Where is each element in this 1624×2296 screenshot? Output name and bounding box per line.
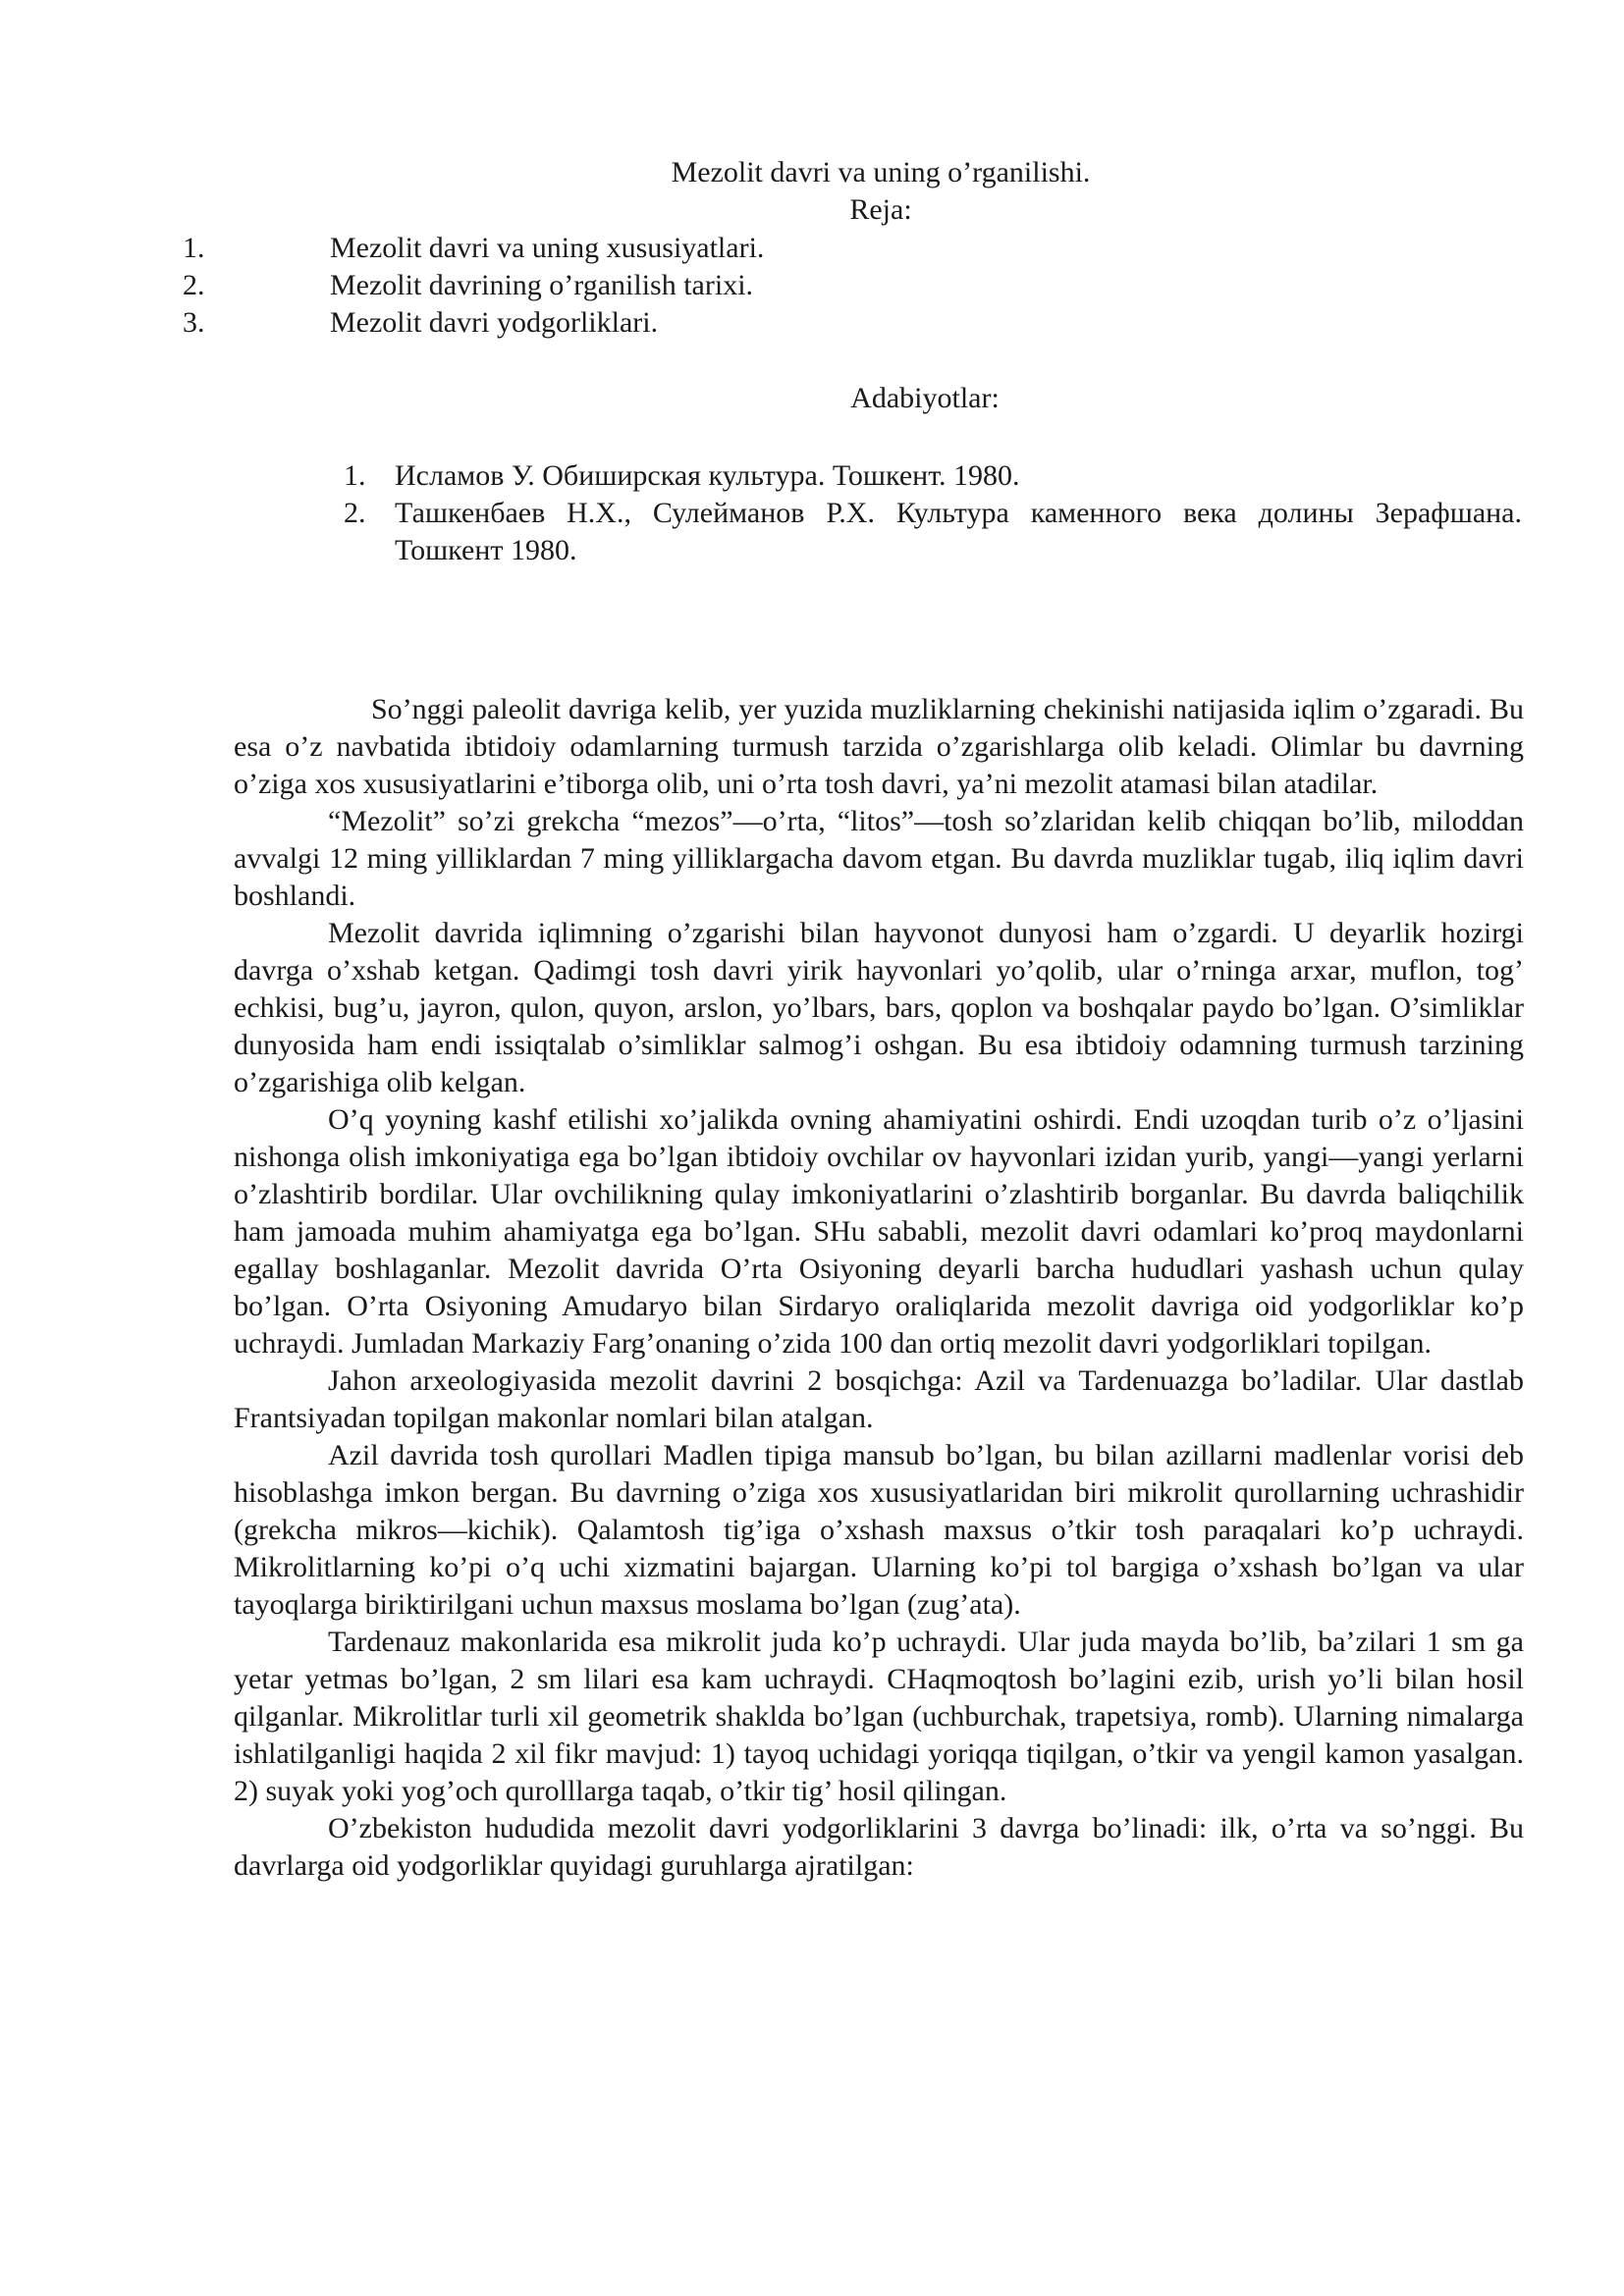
body-paragraph: “Mezolit” so’zi grekcha “mezos”—o’rta, “litos”—tosh so’zlaridan kelib chiqqan bo’lib, miloddan avvalgi 12 ming yilliklardan 7 ming yilliklargacha davom etgan. Bu davrda muzliklar tugab, iliq iqlim davri boshlandi. — [234, 805, 1524, 912]
plan-item-number: 3. — [183, 306, 205, 339]
plan-item — [183, 304, 1459, 342]
body-paragraph: Azil davrida tosh qurollari Madlen tipiga mansub bo’lgan, bu bilan azillarni madlenlar vorisi deb hisoblashga imkon bergan. Bu davrning o’ziga xos xususiyatlaridan biri mikrolit qurollarning uchrashidir (grekcha mikros—kichik). Qalamtosh tig’iga o’xshash maxsus o’tkir tosh paraqalari ko’p uchraydi. Mikrolitlarning ko’pi o’q uchi xizmatini bajargan. Ularning ko’pi tol bargiga o’xshash bo’lgan va ular tayoqlarga biriktirilgani uchun maxsus moslama bo’lgan (zug’ata). — [234, 1439, 1524, 1621]
plan-item-number: 2. — [183, 269, 205, 301]
literature-heading: Adabiyotlar: — [850, 382, 1000, 414]
plan-item — [183, 267, 1459, 304]
literature-item-number: 2. — [344, 497, 366, 529]
literature-item — [344, 457, 1522, 495]
body-paragraph: Jahon arxeologiyasida mezolit davrini 2 bosqichga: Azil va Tardenuazga bo’ladilar. Ular dastlab Frantsiyadan topilgan makonlar nomlari bilan atalgan. — [234, 1364, 1524, 1434]
plan-item-number: 1. — [183, 232, 205, 264]
plan-heading: Reja: — [849, 193, 912, 226]
literature-item — [344, 495, 1522, 569]
document-title: Mezolit davri va uning o’rganilishi. — [671, 156, 1091, 188]
plan-item — [183, 230, 1459, 267]
body-paragraph: O’zbekiston hududida mezolit davri yodgorliklarini 3 davrga bo’linadi: ilk, o’rta va so’nggi. Bu davrlarga oid yodgorliklar quyidagi guruhlarga ajratilgan: — [234, 1812, 1524, 1882]
body-text — [234, 691, 1524, 1885]
literature-item-number: 1. — [344, 459, 366, 492]
literature-item-text: Ташкенбаев Н.Х., Сулейманов Р.Х. Культура каменного века долины Зерафшана. Тошкент 1980. — [395, 497, 1522, 566]
plan-item-text: Mezolit davrining o’rganilish tarixi. — [330, 269, 754, 301]
body-paragraph: Tardenauz makonlarida esa mikrolit juda ko’p uchraydi. Ular juda mayda bo’lib, ba’zilari 1 sm ga yetar yetmas bo’lgan, 2 sm lilari esa kam uchraydi. CHaqmoqtosh bo’lagini ezib, urish yo’li bilan hosil qilganlar. Mikrolitlar turli xil geometrik shaklda bo’lgan (uchburchak, trapetsiya, romb). Ularning nimalarga ishlatilganligi haqida 2 xil fikr mavjud: 1) tayoq uchidagi yoriqqa tiqilgan, o’tkir va yengil kamon yasalgan. 2) suyak yoki yog’och qurolllarga taqab, o’tkir tig’ hosil qilingan. — [234, 1626, 1524, 1807]
literature-list — [344, 457, 1522, 569]
plan-item-text: Mezolit davri yodgorliklari. — [330, 306, 659, 339]
plan-item-text: Mezolit davri va uning xususiyatlari. — [330, 232, 765, 264]
body-paragraph: O’q yoyning kashf etilishi xo’jalikda ovning ahamiyatini oshirdi. Endi uzoqdan turib o’z o’ljasini nishonga olish imkoniyatiga ega bo’lgan ibtidoiy ovchilar ov hayvonlari izidan yurib, yangi—yangi yerlarni o’zlashtirib bordilar. Ular ovchilikning qulay imkoniyatlarini o’zlashtirib borganlar. Bu davrda baliqchilik ham jamoada muhim ahamiyatga ega bo’lgan. SHu sababli, mezolit davri odamlari ko’proq maydonlarni egallay boshlaganlar. Mezolit davrida O’rta Osiyoning deyarli barcha hududlari yashash uchun qulay bo’lgan. O’rta Osiyoning Amudaryo bilan Sirdaryo oraliqlarida mezolit davriga oid yodgorliklar ko’p uchraydi. Jumladan Markaziy Farg’onaning o’zida 100 dan ortiq mezolit davri yodgorliklari topilgan. — [234, 1103, 1524, 1360]
body-paragraph: Mezolit davrida iqlimning o’zgarishi bilan hayvonot dunyosi ham o’zgardi. U deyarlik hozirgi davrga o’xshab ketgan. Qadimgi tosh davri yirik hayvonlari yo’qolib, ular o’rninga arxar, muflon, tog’ echkisi, bug’u, jayron, qulon, quyon, arslon, yo’lbars, bars, qoplon va boshqalar paydo bo’lgan. O’simliklar dunyosida ham endi issiqtalab o’simliklar salmog’i oshgan. Bu esa ibtidoiy odamning turmush tarzining o’zgarishiga olib kelgan. — [234, 917, 1524, 1098]
body-paragraph: So’nggi paleolit davriga kelib, yer yuzida muzliklarning chekinishi natijasida iqlim o’zgaradi. Bu esa o’z navbatida ibtidoiy odamlarning turmush tarzida o’zgarishlarga olib keladi. Olimlar bu davrning o’ziga xos xususiyatlarini e’tiborga olib, uni o’rta tosh davri, ya’ni mezolit atamasi bilan atadilar. — [234, 693, 1524, 800]
literature-item-text: Исламов У. Обиширская культура. Тошкент. 1980. — [395, 459, 1020, 492]
plan-list — [183, 230, 1459, 342]
